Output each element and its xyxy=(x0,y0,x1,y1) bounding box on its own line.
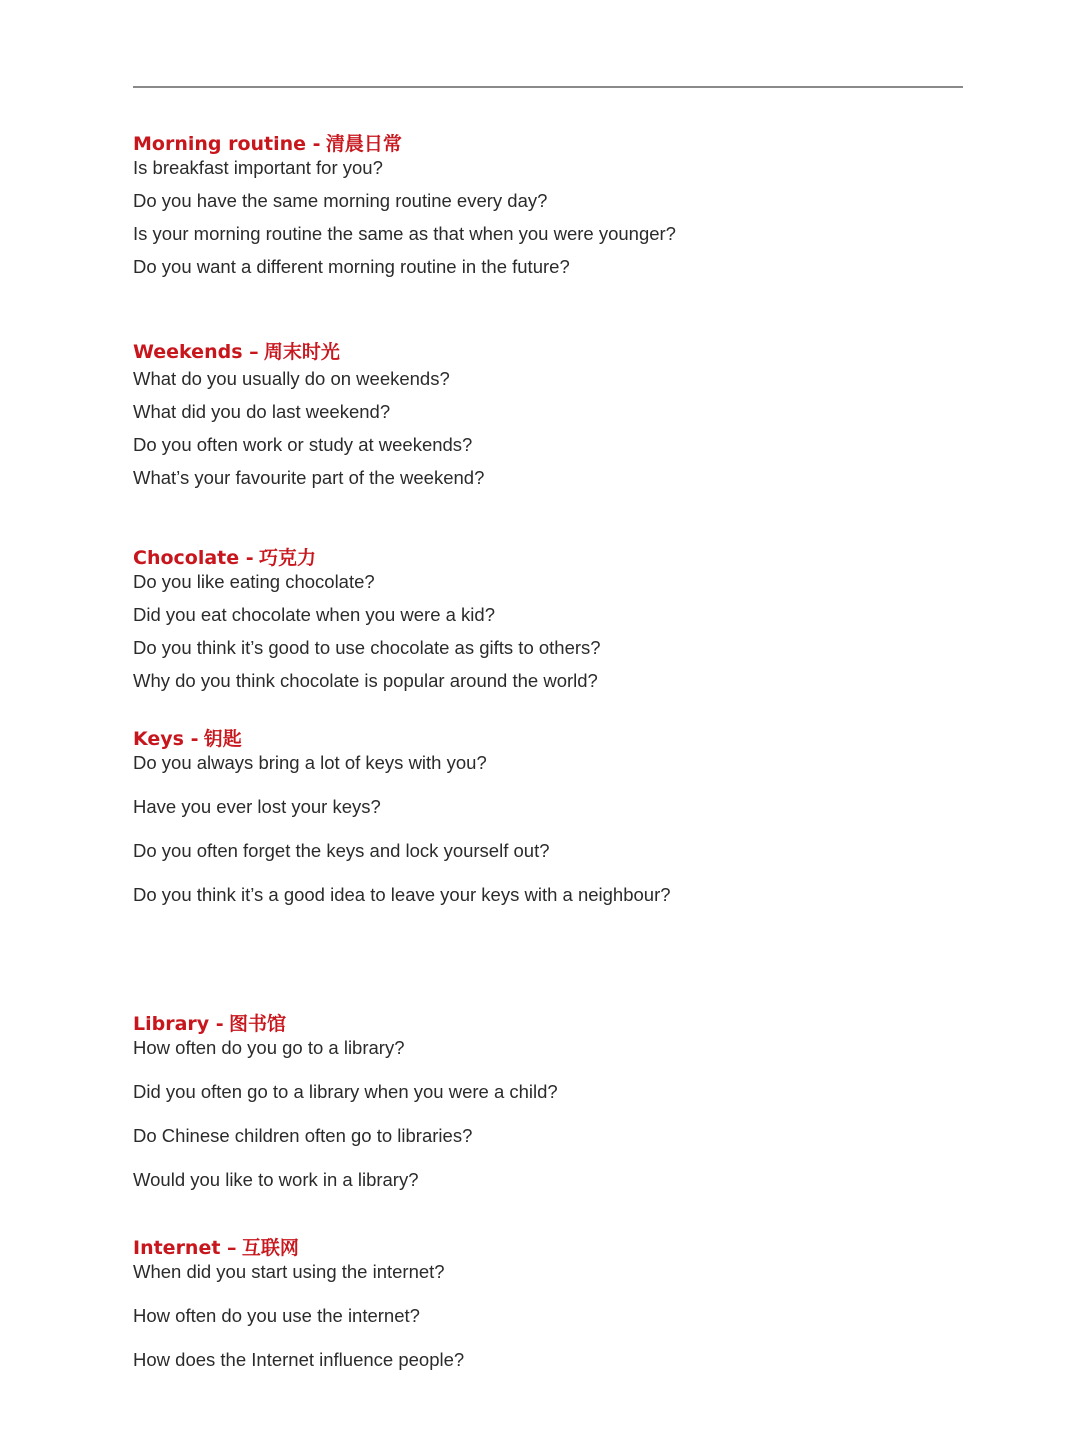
question: Do you always bring a lot of keys with you? xyxy=(133,752,487,773)
question: Did you often go to a library when you were a child? xyxy=(133,1081,558,1102)
heading-zh: 巧克力 xyxy=(258,547,316,569)
question: Do you think it’s a good idea to leave your keys with a neighbour? xyxy=(133,884,671,905)
question: Do you want a different morning routine in the future? xyxy=(133,256,570,277)
section-internet xyxy=(133,1236,993,1372)
question: Do you often work or study at weekends? xyxy=(133,434,473,455)
section-heading xyxy=(133,1236,993,1260)
question: How often do you use the internet? xyxy=(133,1305,420,1326)
question: What’s your favourite part of the weekend? xyxy=(133,467,485,488)
heading-en: Weekends – xyxy=(133,341,259,363)
heading-en: Library - xyxy=(133,1013,224,1035)
section-morning-routine xyxy=(133,132,993,279)
question: What did you do last weekend? xyxy=(133,401,391,422)
section-heading xyxy=(133,546,993,570)
heading-zh: 周末时光 xyxy=(263,341,340,363)
heading-en: Chocolate - xyxy=(133,547,254,569)
section-heading xyxy=(133,727,993,751)
question: Have you ever lost your keys? xyxy=(133,796,381,817)
question: Did you eat chocolate when you were a kid? xyxy=(133,604,495,625)
heading-zh: 图书馆 xyxy=(228,1013,286,1035)
question: Do you think it’s good to use chocolate as gifts to others? xyxy=(133,637,601,658)
section-chocolate xyxy=(133,546,993,693)
section-keys xyxy=(133,727,993,907)
question: Do Chinese children often go to libraries? xyxy=(133,1125,473,1146)
section-library xyxy=(133,1012,993,1192)
question: Do you like eating chocolate? xyxy=(133,571,375,592)
heading-en: Morning routine - xyxy=(133,133,321,155)
top-divider xyxy=(133,86,963,88)
question: Is breakfast important for you? xyxy=(133,157,383,178)
question: When did you start using the internet? xyxy=(133,1261,445,1282)
question: Do you have the same morning routine every day? xyxy=(133,190,548,211)
question: Would you like to work in a library? xyxy=(133,1169,419,1190)
section-heading xyxy=(133,340,993,364)
question: Is your morning routine the same as that when you were younger? xyxy=(133,223,676,244)
question: Do you often forget the keys and lock yourself out? xyxy=(133,840,550,861)
question: What do you usually do on weekends? xyxy=(133,368,450,389)
heading-en: Keys - xyxy=(133,728,199,750)
question: Why do you think chocolate is popular around the world? xyxy=(133,670,598,691)
heading-zh: 互联网 xyxy=(241,1237,299,1259)
heading-zh: 钥匙 xyxy=(203,728,242,750)
section-heading xyxy=(133,132,993,156)
section-heading xyxy=(133,1012,993,1036)
question: How does the Internet influence people? xyxy=(133,1349,465,1370)
question: How often do you go to a library? xyxy=(133,1037,405,1058)
heading-zh: 清晨日常 xyxy=(325,133,402,155)
section-weekends xyxy=(133,340,993,490)
heading-en: Internet – xyxy=(133,1237,237,1259)
